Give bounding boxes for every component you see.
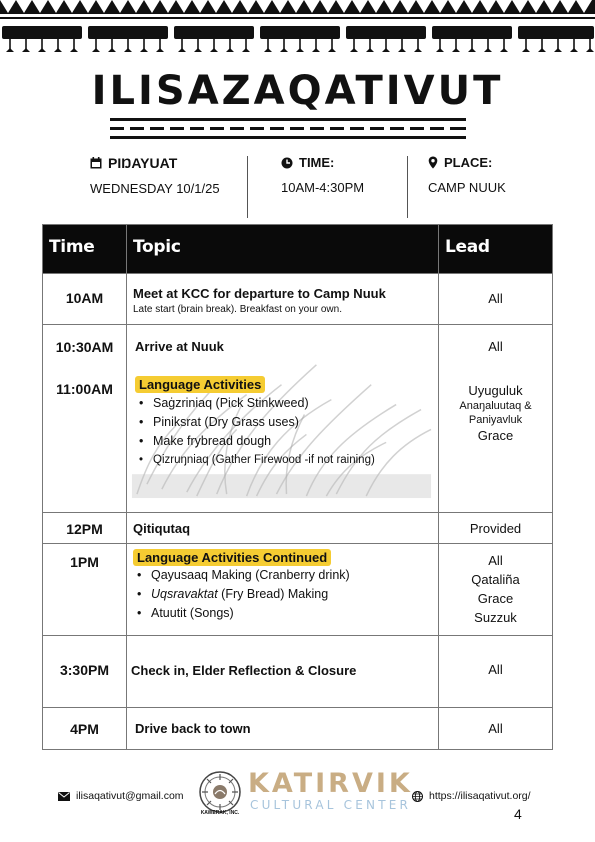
footer-email[interactable] (58, 790, 184, 802)
date-label: PIŊAYUAT (108, 155, 178, 171)
lead-name: Grace (477, 591, 514, 606)
page-number: 4 (514, 806, 522, 822)
row-time (43, 325, 127, 513)
decorative-top-border (0, 0, 595, 62)
header-topic: Topic (127, 225, 439, 274)
cultural-center-logo-text: CULTURAL CENTER (250, 798, 412, 812)
lead-name: Qataliña (471, 572, 520, 587)
email-text[interactable]: ilisaqativut@gmail.com (76, 790, 184, 802)
info-divider (407, 156, 408, 218)
topic-arrive: Arrive at Nuuk (135, 339, 224, 354)
activity-list (133, 566, 432, 623)
katirvik-logo-text: KATIRVIK (248, 768, 413, 799)
lead-all: All (488, 339, 503, 354)
time-1030: 10:30AM (55, 339, 114, 355)
footer (0, 768, 595, 828)
globe-icon (412, 791, 423, 802)
row-time: 3:30PM (43, 636, 127, 708)
row-lead: All (439, 274, 553, 325)
table-header-row (43, 225, 553, 274)
row-time: 1PM (43, 544, 127, 636)
lead-name: Suzzuk (474, 610, 517, 625)
table-row (43, 544, 553, 636)
time-label: TIME: (299, 155, 335, 170)
list-item: • Atuutit (Songs) (133, 604, 432, 623)
time-1100: 11:00AM (56, 381, 113, 397)
list-item: • Qizruŋniaq (Gather Firewood -if not raining) (135, 451, 430, 470)
lead-name: All (488, 553, 503, 568)
list-item (133, 585, 432, 604)
list-item: • Saġzriniaq (Pick Stinkweed) (135, 394, 430, 413)
place-label: PLACE: (444, 155, 493, 170)
row-topic (127, 325, 439, 513)
table-row (43, 636, 553, 708)
row-topic: Check in, Elder Reflection & Closure (127, 636, 439, 708)
list-item: • Qayusaaq Making (Cranberry drink) (133, 566, 432, 585)
highlight-language-activities-continued: Language Activities Continued (133, 549, 331, 566)
topic-note: Late start (brain break). Breakfast on your own. (133, 304, 342, 315)
lead-name: Paniyavluk (468, 414, 523, 426)
schedule-table (42, 224, 553, 750)
footer-website[interactable] (412, 790, 531, 802)
place-value: CAMP NUUK (428, 180, 506, 195)
row-topic (127, 274, 439, 325)
list-item: • Piniksrat (Dry Grass uses) (135, 413, 430, 432)
time-value: 10AM-4:30PM (281, 180, 365, 195)
lead-name: Uyuguluk (468, 383, 523, 398)
row-lead: Provided (439, 513, 553, 544)
table-row (43, 325, 553, 513)
clock-icon (281, 157, 293, 169)
kawerak-seal-logo (198, 770, 242, 814)
location-pin-icon (428, 156, 438, 169)
date-value: WEDNESDAY 10/1/25 (90, 181, 220, 196)
date-info (90, 155, 250, 217)
place-info (428, 155, 568, 217)
row-lead: All (439, 708, 553, 750)
time-info (281, 155, 401, 217)
row-time: 10AM (43, 274, 127, 325)
row-topic (127, 544, 439, 636)
page-title: ILISAZAQATIVUT (91, 68, 504, 114)
title-underline-decoration (110, 118, 466, 140)
lead-name: Anaŋaluutaq & (459, 400, 532, 412)
highlight-language-activities: Language Activities (135, 376, 265, 393)
row-lead (439, 544, 553, 636)
calendar-icon (90, 157, 102, 169)
list-item: • Make frybread dough (135, 432, 430, 451)
info-divider (247, 156, 248, 218)
row-lead: All (439, 636, 553, 708)
website-link[interactable]: https://ilisaqativut.org/ (429, 790, 531, 802)
header-time: Time (43, 225, 127, 274)
envelope-icon (58, 792, 70, 801)
row-topic: Drive back to town (127, 708, 439, 750)
header-lead: Lead (439, 225, 553, 274)
table-row (43, 513, 553, 544)
list-item-emphasis: Uqsravaktat (151, 587, 218, 601)
list-item-rest: (Fry Bread) Making (217, 587, 329, 601)
seal-caption: KAWERAK, INC. (200, 810, 240, 816)
activity-list (135, 394, 430, 470)
row-time: 4PM (43, 708, 127, 750)
lead-name: Grace (477, 428, 514, 443)
row-lead (439, 325, 553, 513)
row-topic: Qitiqutaq (127, 513, 439, 544)
topic-title: Meet at KCC for departure to Camp Nuuk (133, 286, 386, 301)
row-time: 12PM (43, 513, 127, 544)
table-row (43, 708, 553, 750)
table-row (43, 274, 553, 325)
